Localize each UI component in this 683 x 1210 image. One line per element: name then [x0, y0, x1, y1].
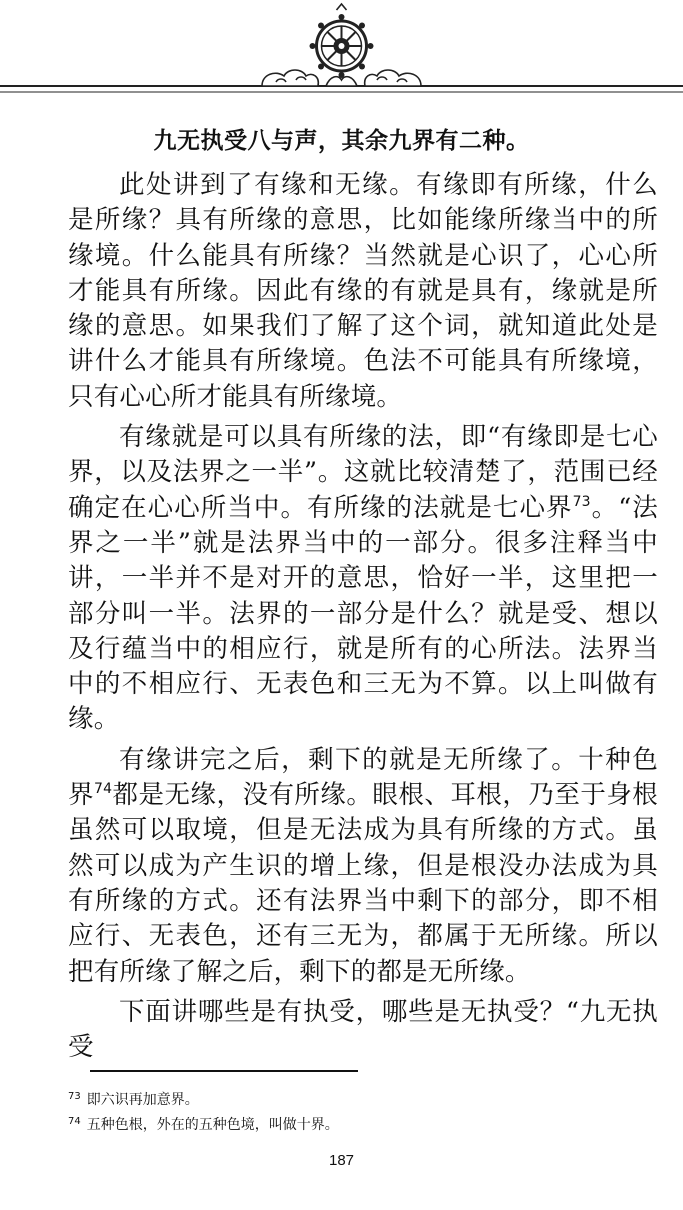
footnote-number: 74: [68, 1116, 81, 1127]
paragraph-3-text-a: 有缘讲完之后，剩下的就是无所缘了。十种色界: [68, 744, 658, 811]
page-header-ornament: [0, 0, 683, 110]
paragraph-1: [68, 168, 658, 415]
paragraph-2: [68, 420, 658, 738]
footnote-ref-74[interactable]: 74: [94, 781, 113, 798]
footnote-ref-73[interactable]: 73: [572, 493, 591, 510]
footnote-73: [68, 1086, 648, 1111]
footnote-74: [68, 1111, 648, 1136]
footnote-text: 即六识再加意界。: [86, 1092, 199, 1108]
paragraph-3: [68, 743, 658, 990]
page-number: 187: [328, 1152, 355, 1169]
paragraph-2-text-a: 有缘就是可以具有所缘的法，即“有缘即是七心界，以及法界之一半”。这就比较清楚了，范围已经确定在心心所当中。有所缘的法就是七心界: [68, 422, 658, 523]
paragraph-3-text-b: 都是无缘，没有所缘。眼根、耳根，乃至于身根虽然可以取境，但是无法成为具有所缘的方式。虽然可以成为产生识的增上缘，但是根没办法成为具有所缘的方式。还有法界当中剩下的部分，即不相应行、无表色，还有三无为，都属于无所缘。所以把有所缘了解之后，剩下的都是无所缘。: [68, 780, 659, 987]
footnote-divider: [90, 1070, 358, 1072]
verse-heading: 九无执受八与声，其余九界有二种。: [153, 128, 530, 154]
footnote-text: 五种色根，外在的五种色境，叫做十界。: [86, 1117, 339, 1133]
paragraph-2-text-b: 。“法界之一半”就是法界当中的一部分。很多注释当中讲，一半并不是对开的意思，恰好一半，这里把一部分叫一半。法界的一部分是什么？就是受、想以及行蕴当中的相应行，就是所有的心所法。法界当中的不相应行、无表色和三无为不算。以上叫做有缘。: [68, 492, 658, 735]
body-text: [68, 168, 658, 1070]
paragraph-4: [68, 995, 658, 1066]
paragraph-4-text: 下面讲哪些是有执受，哪些是无执受？“九无执受: [68, 996, 658, 1063]
footnote-number: 73: [68, 1091, 81, 1102]
footnotes: [68, 1086, 648, 1136]
paragraph-1-text: 此处讲到了有缘和无缘。有缘即有所缘，什么是所缘？具有所缘的意思，比如能缘所缘当中的所缘境。什么能具有所缘？当然就是心识了，心心所才能具有所缘。因此有缘的有就是具有，缘就是所缘的意思。如果我们了解了这个词，就知道此处是讲什么才能具有所缘境。色法不可能具有所缘境，只有心心所才能具有所缘境。: [68, 170, 658, 412]
dharma-wheel-icon: [0, 0, 683, 110]
